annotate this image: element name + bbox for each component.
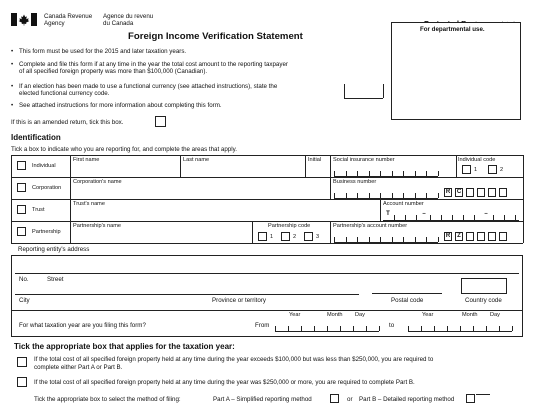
grid-line-row2 [11,199,523,200]
partnership-checkbox[interactable] [17,227,26,236]
country-code-field[interactable] [461,278,507,294]
section2-heading: Tick the appropriate box that applies for the taxation year: [14,342,235,351]
to-day-label: Day [490,312,500,318]
city-label: City [19,297,30,304]
part-b-tail-line [476,394,490,395]
corporation-name-label: Corporation's name [73,179,122,185]
individual-code-2-checkbox[interactable] [488,165,497,174]
individual-code-1-checkbox[interactable] [462,165,471,174]
partnership-code-1-checkbox[interactable] [258,232,267,241]
agency-name-en-line2: Agency [44,20,65,27]
pacct-rz-cell-z [455,232,463,241]
option2-checkbox[interactable] [17,377,27,387]
trust-label: Trust [32,207,45,213]
trust-account-number-field[interactable] [394,208,519,220]
account-number-label: Account number [383,201,424,207]
pacct-program-cell[interactable] [477,232,485,241]
option1-checkbox[interactable] [17,357,27,367]
bn-rc-cell-c [455,188,463,197]
currency-code-right-bracket [383,84,384,98]
part-b-label: Part B – Detailed reporting method [359,396,455,403]
postal-code-line [372,293,442,294]
trust-name-label: Trust's name [73,201,105,207]
pacct-baseline [334,242,438,243]
form-title: Foreign Income Verification Statement [128,31,303,42]
instruction-3a: If an election has been made to use a functional currency (see attached instructions), state the [19,83,278,90]
address-divider [11,310,523,311]
address-line-1-field[interactable] [15,260,519,272]
partnership-code-1-label: 1 [270,234,274,240]
individual-code-2-label: 2 [500,167,504,173]
business-number-field[interactable] [334,186,438,198]
pacct-program-cell[interactable] [488,232,496,241]
partnership-code-2-label: 2 [293,234,297,240]
province-label: Province or territory [212,297,266,304]
or-label: or [347,396,353,403]
bn-tick [438,193,439,198]
from-date-tick [379,326,380,331]
sin-baseline [334,176,438,177]
pacct-program-cell[interactable] [466,232,474,241]
taxation-year-question: For what taxation year are you filing this form? [19,322,146,329]
individual-code-label: Individual code [458,157,496,163]
city-line [15,294,359,295]
to-label: to [389,322,395,329]
country-code-label: Country code [465,297,502,304]
street-label: Street [47,276,64,283]
last-name-field[interactable] [182,164,303,176]
first-name-field[interactable] [72,164,178,176]
grid-line-pacct [330,221,331,243]
to-date-baseline [408,331,512,332]
from-date-field[interactable] [275,320,379,331]
functional-currency-code-field[interactable] [347,85,381,97]
individual-checkbox[interactable] [17,161,26,170]
grid-line-right [523,155,524,243]
bn-program-cell[interactable] [477,188,485,197]
partnership-name-field[interactable] [72,230,250,242]
corporation-label: Corporation [32,185,62,191]
corporation-name-field[interactable] [72,186,328,198]
partnership-account-field[interactable] [334,230,438,242]
bullet-1: • [11,48,14,55]
grid-line-row3 [11,221,523,222]
no-label: No. [19,276,29,283]
bullet-3: • [11,83,14,90]
corporation-checkbox[interactable] [17,183,26,192]
part-b-checkbox[interactable] [466,394,475,403]
pacct-tick [438,237,439,242]
to-date-field[interactable] [408,320,512,331]
grid-line-sin [330,155,331,177]
trust-acct-baseline [383,220,519,221]
initial-field[interactable] [307,164,328,176]
grid-line-initial [305,155,306,177]
to-date-tick [512,326,513,331]
individual-code-1-label: 1 [474,167,478,173]
sin-label: Social insurance number [333,157,395,163]
option1-text-line1: If the total cost of all specified foreign property held at any time during the year exceeds $100,000 but was less than $250,000, you are required to [34,356,434,363]
trust-name-field[interactable] [72,208,378,220]
option1-text-line2: complete either Part A or Part B. [34,364,123,371]
identification-heading: Identification [11,133,61,142]
identification-instruction: Tick a box to indicate who you are reporting for, and complete the areas that apply. [11,146,237,153]
to-month-label: Month [462,312,478,318]
from-date-baseline [275,331,379,332]
rc-c-text: C [456,189,462,195]
postal-code-label: Postal code [391,297,424,304]
individual-label: Individual [32,163,56,169]
method-label: Tick the appropriate box to select the method of filing: [34,396,181,403]
partnership-name-label: Partnership's name [73,223,122,229]
bn-program-cell[interactable] [466,188,474,197]
partnership-account-label: Partnership's account number [333,223,408,229]
partnership-label: Partnership [32,229,61,235]
bn-rc-cell-r [444,188,452,197]
postal-code-field[interactable] [372,283,442,293]
sin-field[interactable] [334,164,438,176]
grid-line-bn [330,177,331,199]
sin-tick [438,171,439,176]
address-heading: Reporting entity's address [18,246,90,253]
bullet-2: • [11,61,14,68]
agency-name-fr-line2: du Canada [103,20,134,27]
canada-flag-logo [11,13,37,26]
instruction-4: See attached instructions for more information about completing this form. [19,102,222,109]
partnership-code-3-label: 3 [316,234,320,240]
currency-code-left-bracket [344,84,345,98]
to-year-label: Year [422,312,434,318]
instruction-1: This form must be used for the 2015 and later taxation years. [19,48,187,55]
grid-line-acct [380,199,381,221]
grid-line-type-col [70,155,71,243]
bullet-4: • [11,102,14,109]
city-province-field[interactable] [15,283,359,293]
amended-return-checkbox[interactable] [155,116,166,127]
instruction-3b: elected functional currency code. [19,90,110,97]
from-month-label: Month [327,312,343,318]
instruction-2b: of all specified foreign property was more than $100,000 (Canadian). [19,68,208,75]
grid-line-pcode [252,221,253,243]
from-year-label: Year [289,312,301,318]
rz-r-text: R [445,233,451,239]
from-day-label: Day [355,312,365,318]
business-number-label: Business number [333,179,377,185]
bn-program-cell[interactable] [488,188,496,197]
grid-line-row1 [11,177,523,178]
trust-checkbox[interactable] [17,205,26,214]
partnership-code-label: Partnership code [268,223,311,229]
departmental-use-label: For departmental use. [420,26,485,33]
currency-code-underline [344,98,383,99]
bn-baseline [334,198,438,199]
first-name-label: First name [73,157,100,163]
trust-dash-2: – [484,211,488,217]
pacct-program-cell[interactable] [499,232,507,241]
address-line-1 [15,273,519,274]
partnership-code-2-checkbox[interactable] [281,232,290,241]
pacct-rz-cell-r [444,232,452,241]
agency-name-en-line1: Canada Revenue [44,13,93,20]
grid-line-row4 [11,243,523,244]
instruction-2a: Complete and file this form if at any time in the year the total cost amount to the reporting taxpayer [19,61,288,68]
part-a-label: Part A – Simplified reporting method [213,396,312,403]
rz-z-text: Z [457,233,461,239]
from-label: From [255,322,270,329]
partnership-code-3-checkbox[interactable] [304,232,313,241]
amended-return-label: If this is an amended return, tick this box. [11,119,124,126]
option2-text: If the total cost of all specified foreign property held at any time during the year was $250,000 or more, you are required to complete Part B. [34,379,415,386]
bn-program-cell[interactable] [499,188,507,197]
part-a-checkbox[interactable] [330,394,339,403]
agency-name-fr-line1: Agence du revenu [103,13,154,20]
grid-line-lastname [180,155,181,177]
last-name-label: Last name [183,157,210,163]
trust-prefix: T [386,211,390,217]
grid-line-indcode [456,155,457,177]
rc-r-text: R [445,189,451,195]
initial-label: Initial [308,157,322,163]
grid-line-left [11,155,12,243]
trust-dash-1: – [422,211,426,217]
departmental-use-box [391,22,521,120]
grid-line-top [11,155,523,156]
